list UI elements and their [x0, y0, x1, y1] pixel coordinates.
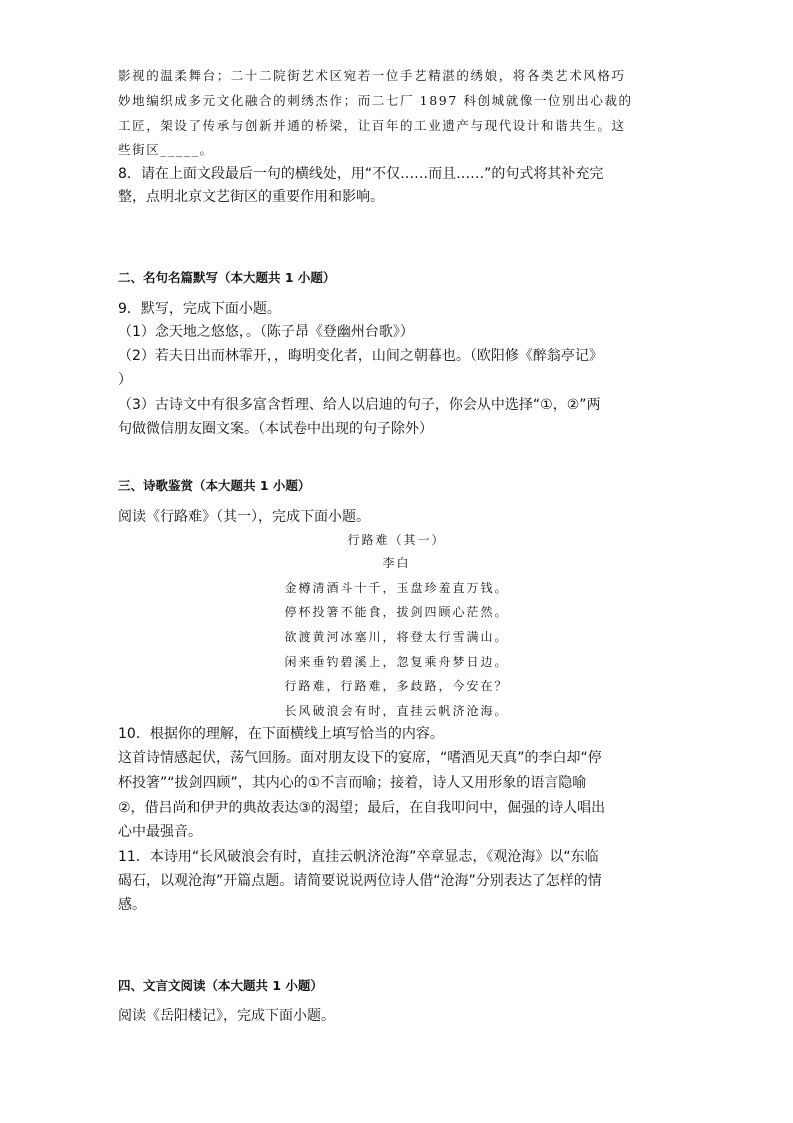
passage-line: 些街区_____。 — [118, 142, 214, 157]
poem-line: 行路难，行路难，多歧路，今安在？ — [284, 679, 509, 693]
question-11-line: 碣石，以观沧海”开篇点题。请简要说说两位诗人借“沧海”分别表达了怎样的情 — [118, 873, 602, 889]
poem-line: 停杯投箸不能食，拔剑四顾心茫然。 — [284, 605, 509, 619]
poem-author: 李白 — [382, 556, 411, 570]
section-3-heading: 三、诗歌鉴赏（本大题共 1 小题） — [118, 478, 311, 493]
section-4-heading: 四、文言文阅读（本大题共 1 小题） — [118, 978, 323, 993]
poem-title: 行路难（其一） — [347, 533, 446, 547]
section-4-intro: 阅读《岳阳楼记》，完成下面小题。 — [118, 1008, 335, 1024]
passage-line: 影视的温柔舞台；二十二院街艺术区宛若一位手艺精湛的绣娘，将各类艺术风格巧 — [118, 68, 626, 83]
question-11-line: 11．本诗用“长风破浪会有时，直挂云帆济沧海”卒章显志，《观沧海》以“东临 — [118, 849, 599, 865]
question-10-line: 杯投箸”“拔剑四顾”，其内心的①不言而喻；接着，诗人又用形象的语言隐喻 — [118, 775, 587, 791]
question-9-line: 9．默写，完成下面小题。 — [118, 301, 281, 317]
question-10-line: 这首诗情感起伏，荡气回肠。面对朋友设下的宴席，“嗜酒见天真”的李白却“停 — [118, 750, 602, 766]
question-10-line: 10．根据你的理解，在下面横线上填写恰当的内容。 — [118, 726, 444, 742]
question-11-line: 感。 — [118, 897, 146, 913]
poem-line: 长风破浪会有时，直挂云帆济沧海。 — [284, 704, 509, 718]
question-9-line: ） — [118, 372, 132, 388]
poem-line: 欲渡黄河冰塞川，将登太行雪满山。 — [284, 630, 509, 644]
section-3-intro: 阅读《行路难》（其一），完成下面小题。 — [118, 509, 370, 525]
poem-line: 闲来垂钓碧溪上，忽复乘舟梦日边。 — [284, 655, 509, 669]
question-9-line: （1）念天地之悠悠，。（陈子昂《登幽州台歌》） — [118, 324, 414, 340]
question-9-line: 句做微信朋友圈文案。（本试卷中出现的句子除外） — [118, 421, 433, 437]
question-8-line: 8．请在上面文段最后一句的横线处，用“不仅……而且……”的句式将其补充完 — [118, 166, 604, 182]
question-8-line: 整，点明北京文艺街区的重要作用和影响。 — [118, 189, 384, 205]
question-10-line: ②，借吕尚和伊尹的典故表达③的渴望；最后，在自我叩问中，倔强的诗人唱出 — [118, 800, 606, 816]
poem-line: 金樽清酒斗十千，玉盘珍羞直万钱。 — [284, 581, 509, 595]
question-10-line: 心中最强音。 — [118, 824, 202, 840]
passage-line: 工匠，架设了传承与创新并通的桥梁，让百年的工业遗产与现代设计和谐共生。这 — [118, 118, 626, 133]
section-2-heading: 二、名句名篇默写（本大题共 1 小题） — [118, 270, 336, 285]
question-9-line: （3）古诗文中有很多富含哲理、给人以启迪的句子，你会从中选择“①，②”两 — [118, 397, 601, 413]
passage-line: 妙地编织成多元文化融合的刺绣杰作；而二七厂 1897 科创城就像一位别出心裁的 — [118, 93, 633, 108]
question-9-line: （2）若夫日出而林霏开，，晦明变化者，山间之朝暮也。（欧阳修《醉翁亭记》 — [118, 348, 603, 364]
